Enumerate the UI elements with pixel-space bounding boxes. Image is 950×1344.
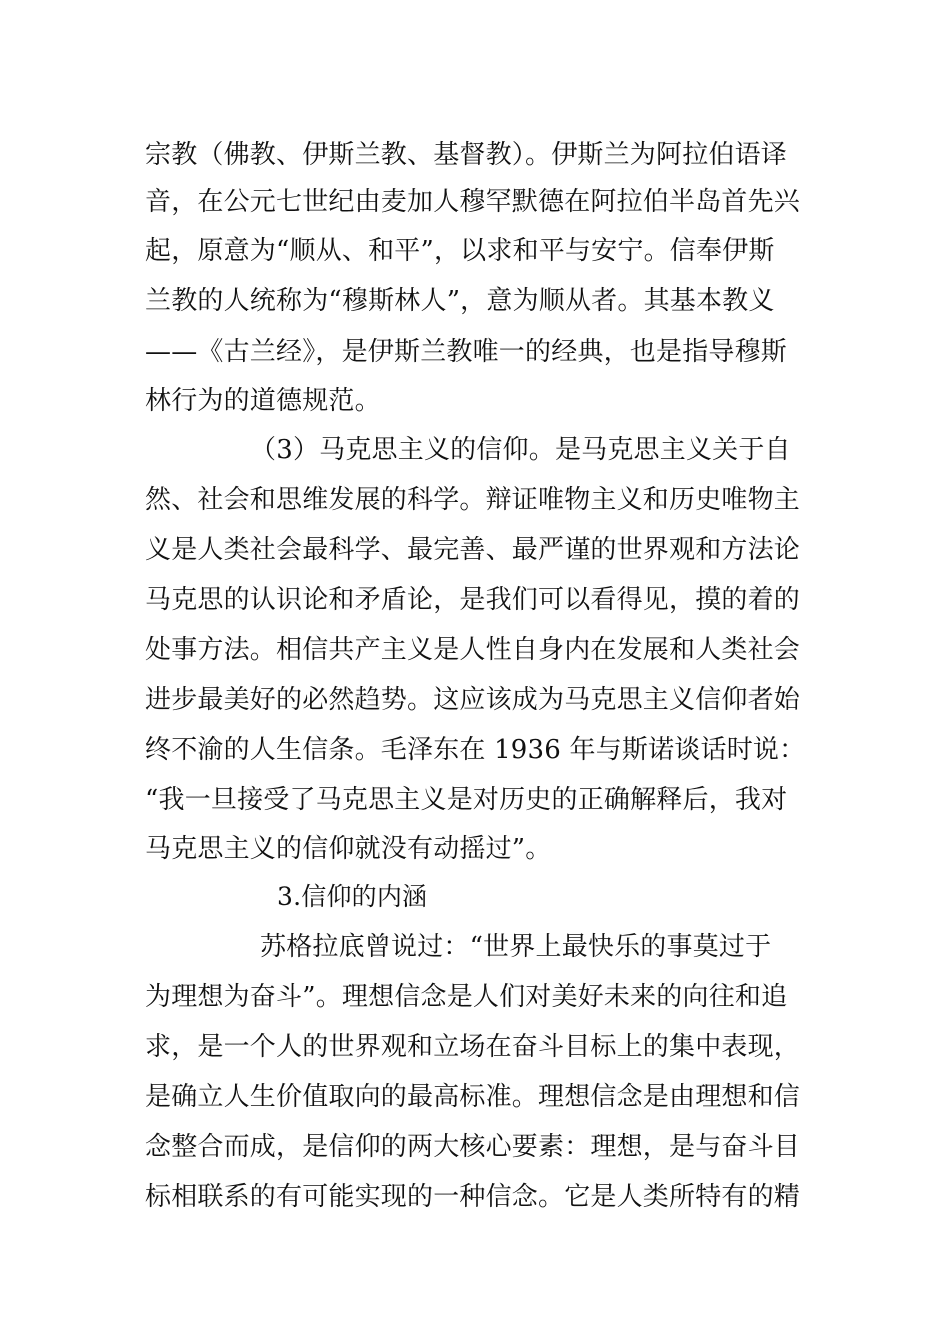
paragraph-line-14: “我一旦接受了马克思主义是对历史的正确解释后，我对 bbox=[145, 785, 788, 815]
paragraph-line-5: ——《古兰经》，是伊斯兰教唯一的经典，也是指导穆斯 bbox=[145, 337, 788, 367]
section-heading-3: 3.信仰的内涵 bbox=[277, 882, 428, 911]
paragraph-line-12: 进步最美好的必然趋势。这应该成为马克思主义信仰者始 bbox=[145, 685, 801, 715]
paragraph-line-11: 处事方法。相信共产主义是人性自身内在发展和人类社会 bbox=[145, 635, 801, 665]
paragraph-line-15: 马克思主义的信仰就没有动摇过”。 bbox=[145, 834, 552, 864]
paragraph-line-22: 标相联系的有可能实现的一种信念。它是人类所特有的精 bbox=[145, 1182, 801, 1212]
paragraph-line-17: 苏格拉底曾说过：“世界上最快乐的事莫过于 bbox=[260, 932, 772, 962]
paragraph-line-6: 林行为的道德规范。 bbox=[145, 386, 381, 416]
paragraph-line-4: 兰教的人统称为“穆斯林人”，意为顺从者。其基本教义 bbox=[145, 286, 775, 316]
paragraph-line-19: 求，是一个人的世界观和立场在奋斗目标上的集中表现， bbox=[145, 1032, 801, 1062]
paragraph-line-10: 马克思的认识论和矛盾论，是我们可以看得见，摸的着的 bbox=[145, 585, 801, 615]
paragraph-line-2: 音，在公元七世纪由麦加人穆罕默德在阿拉伯半岛首先兴 bbox=[145, 187, 801, 217]
paragraph-line-9: 义是人类社会最科学、最完善、最严谨的世界观和方法论 bbox=[145, 535, 801, 565]
paragraph-line-8: 然、社会和思维发展的科学。辩证唯物主义和历史唯物主 bbox=[145, 485, 801, 515]
paragraph-line-21: 念整合而成，是信仰的两大核心要素：理想，是与奋斗目 bbox=[145, 1132, 801, 1162]
section-3-heading-line: （3）马克思主义的信仰。是马克思主义关于自 bbox=[250, 435, 791, 465]
paragraph-line-18: 为理想为奋斗”。理想信念是人们对美好未来的向往和追 bbox=[145, 982, 788, 1012]
paragraph-line-1: 宗教（佛教、伊斯兰教、基督教）。伊斯兰为阿拉伯语译 bbox=[145, 140, 788, 170]
paragraph-line-3: 起，原意为“顺从、和平”，以求和平与安宁。信奉伊斯 bbox=[145, 236, 775, 266]
paragraph-line-13: 终不渝的人生信条。毛泽东在 1936 年与斯诺谈话时说： bbox=[145, 735, 806, 765]
paragraph-line-20: 是确立人生价值取向的最高标准。理想信念是由理想和信 bbox=[145, 1082, 801, 1112]
